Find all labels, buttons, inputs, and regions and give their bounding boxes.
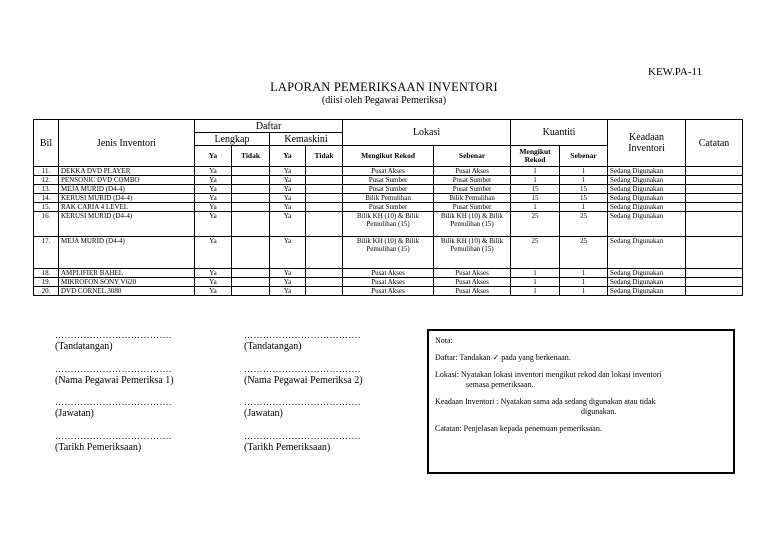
- table-row: [34, 287, 743, 296]
- cell-catatan: [686, 212, 743, 237]
- cell-lengkap-tidak: [232, 167, 270, 176]
- cell-lokasi-sebenar: Bilik Pemulihan: [434, 194, 511, 203]
- officer-name-2: [244, 363, 363, 387]
- cell-keadaan: Sedang Digunakan: [608, 212, 686, 237]
- cell-qty-rekod: 25: [511, 237, 560, 269]
- table-row: [34, 278, 743, 287]
- cell-catatan: [686, 278, 743, 287]
- cell-lokasi-rekod: Bilik KH (10) & Bilik Pemulihan (15): [343, 212, 434, 237]
- header-lengkap: Lengkap: [195, 133, 270, 146]
- cell-qty-sebenar: 25: [560, 212, 608, 237]
- note-catatan: Catatan: Penjelasan kepada penemuan pemeriksaan.: [435, 424, 602, 433]
- cell-jenis: AMPLIFIER BAHEL: [59, 269, 195, 278]
- signature-line: ……………………………….: [244, 330, 361, 340]
- cell-keadaan: Sedang Digunakan: [608, 203, 686, 212]
- signature-line: ……………………………….: [55, 364, 172, 374]
- header-catatan: Catatan: [686, 120, 743, 167]
- signature-line: ……………………………….: [244, 397, 361, 407]
- note-lokasi-line1: Lokasi: Nyatakan lokasi inventori mengikut rekod dan lokasi inventori: [435, 370, 662, 379]
- cell-qty-sebenar: 1: [560, 278, 608, 287]
- header-lokasi: Lokasi: [343, 120, 511, 146]
- cell-keadaan: Sedang Digunakan: [608, 194, 686, 203]
- inventory-table: [33, 119, 743, 296]
- date-1: [55, 430, 172, 454]
- cell-bil: 20.: [34, 287, 59, 296]
- cell-jenis: KERUSI MURID (D4-4): [59, 194, 195, 203]
- table-row: [34, 185, 743, 194]
- cell-keadaan: Sedang Digunakan: [608, 167, 686, 176]
- cell-lokasi-rekod: Pusat Akses: [343, 278, 434, 287]
- officer-name-1: [55, 363, 174, 387]
- cell-kemaskini-tidak: [306, 185, 343, 194]
- cell-catatan: [686, 203, 743, 212]
- cell-kemaskini-tidak: [306, 176, 343, 185]
- cell-lengkap-tidak: [232, 185, 270, 194]
- cell-keadaan: Sedang Digunakan: [608, 176, 686, 185]
- cell-keadaan: Sedang Digunakan: [608, 237, 686, 269]
- date-label: (Tarikh Pemeriksaan): [55, 442, 142, 453]
- header-lokasi-rekod: Mengikut Rekod: [343, 146, 434, 167]
- table-row: [34, 203, 743, 212]
- date-label: (Tarikh Pemeriksaan): [244, 442, 331, 453]
- cell-qty-rekod: 25: [511, 212, 560, 237]
- cell-lengkap-ya: Ya: [195, 237, 232, 269]
- note-lokasi-line2: semasa pemeriksaan.: [466, 380, 534, 389]
- cell-qty-sebenar: 25: [560, 237, 608, 269]
- cell-qty-sebenar: 15: [560, 185, 608, 194]
- cell-bil: 15.: [34, 203, 59, 212]
- cell-lokasi-sebenar: Pusat Akses: [434, 287, 511, 296]
- cell-qty-rekod: 15: [511, 185, 560, 194]
- cell-jenis: RAK CARIA 4 LEVEL: [59, 203, 195, 212]
- cell-bil: 17.: [34, 237, 59, 269]
- signature-2: [244, 329, 361, 353]
- signature-1: [55, 329, 172, 353]
- signature-line: ……………………………….: [244, 364, 361, 374]
- signature-line: ……………………………….: [244, 431, 361, 441]
- position-label: (Jawatan): [244, 408, 283, 419]
- cell-lokasi-rekod: Pusat Sumber: [343, 203, 434, 212]
- cell-qty-rekod: 1: [511, 278, 560, 287]
- cell-kemaskini-ya: Ya: [270, 212, 306, 237]
- cell-catatan: [686, 269, 743, 278]
- cell-jenis: DVD CORNEL 3080: [59, 287, 195, 296]
- cell-kemaskini-ya: Ya: [270, 167, 306, 176]
- cell-lokasi-rekod: Pusat Akses: [343, 167, 434, 176]
- cell-kemaskini-tidak: [306, 194, 343, 203]
- header-kemaskini-tidak: Tidak: [306, 146, 343, 167]
- cell-lengkap-ya: Ya: [195, 185, 232, 194]
- officer-name-label: (Nama Pegawai Pemeriksa 2): [244, 375, 363, 386]
- cell-keadaan: Sedang Digunakan: [608, 278, 686, 287]
- header-daftar: Daftar: [195, 120, 343, 133]
- cell-keadaan: Sedang Digunakan: [608, 287, 686, 296]
- cell-kemaskini-ya: Ya: [270, 185, 306, 194]
- cell-qty-rekod: 1: [511, 176, 560, 185]
- cell-lengkap-tidak: [232, 269, 270, 278]
- header-lengkap-tidak: Tidak: [232, 146, 270, 167]
- cell-lengkap-tidak: [232, 287, 270, 296]
- header-kuantiti-rekod: Mengikut Rekod: [511, 146, 560, 167]
- position-2: [244, 396, 361, 420]
- report-subtitle: (diisi oleh Pegawai Pemeriksa): [321, 95, 447, 106]
- cell-catatan: [686, 185, 743, 194]
- cell-lengkap-tidak: [232, 176, 270, 185]
- header-kemaskini: Kemaskini: [270, 133, 343, 146]
- cell-bil: 19.: [34, 278, 59, 287]
- header-kemaskini-ya: Ya: [270, 146, 306, 167]
- cell-lokasi-rekod: Pusat Sumber: [343, 185, 434, 194]
- cell-catatan: [686, 167, 743, 176]
- cell-kemaskini-tidak: [306, 278, 343, 287]
- notes-box: [427, 329, 735, 474]
- signature-line: ……………………………….: [55, 431, 172, 441]
- cell-keadaan: Sedang Digunakan: [608, 269, 686, 278]
- position-1: [55, 396, 172, 420]
- cell-jenis: KERUSI MURID (D4-4): [59, 212, 195, 237]
- cell-catatan: [686, 287, 743, 296]
- cell-bil: 16.: [34, 212, 59, 237]
- cell-kemaskini-ya: Ya: [270, 194, 306, 203]
- cell-lengkap-tidak: [232, 212, 270, 237]
- cell-qty-sebenar: 1: [560, 287, 608, 296]
- header-lengkap-ya: Ya: [195, 146, 232, 167]
- cell-jenis: DEKKA DVD PLAYER: [59, 167, 195, 176]
- cell-kemaskini-ya: Ya: [270, 237, 306, 269]
- cell-lokasi-sebenar: Pusat Sumber: [434, 185, 511, 194]
- cell-jenis: MEJA MURID (D4-4): [59, 185, 195, 194]
- cell-qty-rekod: 15: [511, 194, 560, 203]
- cell-jenis: MIKROFON SONY V620: [59, 278, 195, 287]
- cell-qty-sebenar: 1: [560, 167, 608, 176]
- header-bil: Bil: [34, 120, 59, 167]
- cell-qty-rekod: 1: [511, 203, 560, 212]
- cell-keadaan: Sedang Digunakan: [608, 185, 686, 194]
- cell-qty-sebenar: 15: [560, 194, 608, 203]
- table-row: [34, 212, 743, 237]
- cell-qty-rekod: 1: [511, 269, 560, 278]
- cell-lokasi-sebenar: Pusat Akses: [434, 269, 511, 278]
- cell-lengkap-tidak: [232, 237, 270, 269]
- cell-lokasi-rekod: Pusat Akses: [343, 269, 434, 278]
- note-daftar: Daftar: Tandakan ✓ pada yang berkenaan.: [435, 353, 571, 362]
- cell-catatan: [686, 194, 743, 203]
- cell-bil: 11.: [34, 167, 59, 176]
- cell-lengkap-tidak: [232, 203, 270, 212]
- cell-kemaskini-ya: Ya: [270, 176, 306, 185]
- signature-line: ……………………………….: [55, 330, 172, 340]
- note-keadaan: [435, 397, 727, 417]
- cell-kemaskini-ya: Ya: [270, 278, 306, 287]
- cell-lokasi-rekod: Pusat Akses: [343, 287, 434, 296]
- cell-kemaskini-tidak: [306, 167, 343, 176]
- cell-bil: 13.: [34, 185, 59, 194]
- cell-lengkap-ya: Ya: [195, 194, 232, 203]
- cell-bil: 18.: [34, 269, 59, 278]
- cell-jenis: PENSONIC DVD COMBO: [59, 176, 195, 185]
- cell-bil: 12.: [34, 176, 59, 185]
- cell-lengkap-ya: Ya: [195, 203, 232, 212]
- cell-kemaskini-tidak: [306, 237, 343, 269]
- report-title: LAPORAN PEMERIKSAAN INVENTORI: [270, 80, 498, 94]
- cell-jenis: MEJA MURID (D4-4): [59, 237, 195, 269]
- table-row: [34, 269, 743, 278]
- position-label: (Jawatan): [55, 408, 94, 419]
- officer-name-label: (Nama Pegawai Pemeriksa 1): [55, 375, 174, 386]
- note-keadaan-line1: Keadaan Inventori : Nyatakan sama ada sedang digunakan atau tidak: [435, 397, 656, 406]
- cell-lokasi-sebenar: Pusat Sumber: [434, 176, 511, 185]
- cell-lengkap-tidak: [232, 194, 270, 203]
- table-row: [34, 194, 743, 203]
- cell-kemaskini-ya: Ya: [270, 287, 306, 296]
- cell-lokasi-sebenar: Pusat Akses: [434, 167, 511, 176]
- cell-lengkap-ya: Ya: [195, 269, 232, 278]
- date-2: [244, 430, 361, 454]
- table-row: [34, 167, 743, 176]
- table-row: [34, 176, 743, 185]
- cell-lengkap-tidak: [232, 278, 270, 287]
- cell-lengkap-ya: Ya: [195, 167, 232, 176]
- signature-line: ……………………………….: [55, 397, 172, 407]
- form-code: KEW.PA-11: [648, 66, 703, 78]
- cell-lengkap-ya: Ya: [195, 278, 232, 287]
- cell-qty-rekod: 1: [511, 167, 560, 176]
- cell-lokasi-sebenar: Pusat Akses: [434, 278, 511, 287]
- signature-label: (Tandatangan): [55, 341, 113, 352]
- cell-kemaskini-ya: Ya: [270, 269, 306, 278]
- cell-qty-sebenar: 1: [560, 203, 608, 212]
- cell-qty-sebenar: 1: [560, 269, 608, 278]
- cell-lokasi-rekod: Bilik KH (10) & Bilik Pemulihan (15): [343, 237, 434, 269]
- cell-catatan: [686, 237, 743, 269]
- cell-bil: 14.: [34, 194, 59, 203]
- cell-lokasi-rekod: Bilik Pemulihan: [343, 194, 434, 203]
- cell-catatan: [686, 176, 743, 185]
- notes-heading: Nota:: [435, 336, 453, 345]
- cell-kemaskini-tidak: [306, 212, 343, 237]
- note-keadaan-line2: digunakan.: [581, 407, 617, 416]
- cell-lokasi-rekod: Pusat Sumber: [343, 176, 434, 185]
- table-body: [34, 167, 743, 296]
- cell-kemaskini-tidak: [306, 287, 343, 296]
- cell-lengkap-ya: Ya: [195, 212, 232, 237]
- note-lokasi: [435, 370, 727, 390]
- signature-label: (Tandatangan): [244, 341, 302, 352]
- header-kuantiti-sebenar: Sebenar: [560, 146, 608, 167]
- cell-lokasi-sebenar: Pusat Sumber: [434, 203, 511, 212]
- cell-qty-sebenar: 1: [560, 176, 608, 185]
- header-jenis: Jenis Inventori: [59, 120, 195, 167]
- cell-kemaskini-ya: Ya: [270, 203, 306, 212]
- cell-lengkap-ya: Ya: [195, 287, 232, 296]
- header-lokasi-sebenar: Sebenar: [434, 146, 511, 167]
- header-keadaan: Keadaan Inventori: [608, 120, 686, 167]
- cell-lokasi-sebenar: Bilik KH (10) & Bilik Pemulihan (15): [434, 212, 511, 237]
- cell-qty-rekod: 1: [511, 287, 560, 296]
- cell-lengkap-ya: Ya: [195, 176, 232, 185]
- cell-kemaskini-tidak: [306, 203, 343, 212]
- cell-lokasi-sebenar: Bilik KH (10) & Bilik Pemulihan (15): [434, 237, 511, 269]
- table-row: [34, 237, 743, 269]
- header-kuantiti: Kuantiti: [511, 120, 608, 146]
- cell-kemaskini-tidak: [306, 269, 343, 278]
